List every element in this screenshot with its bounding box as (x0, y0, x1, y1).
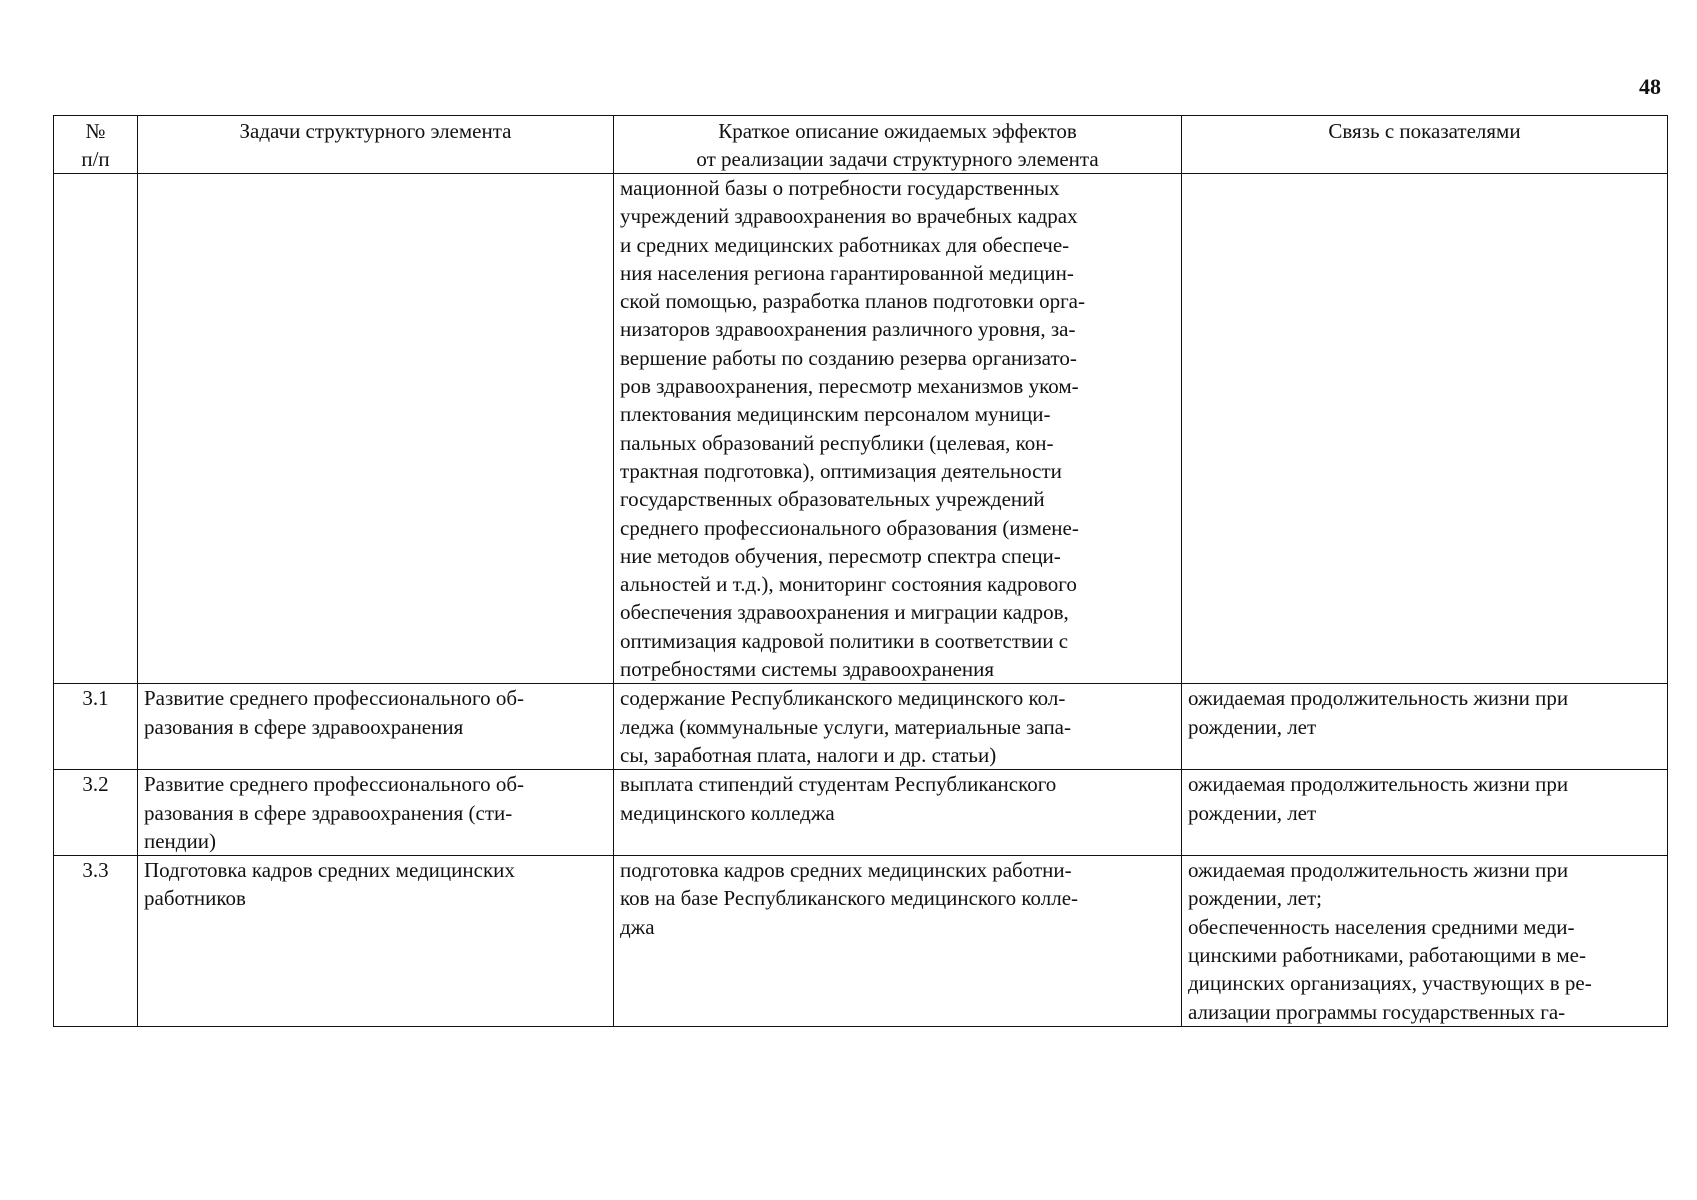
document-table (53, 115, 1668, 1027)
text-line: ров здравоохранения, пересмотр механизмов уком- (620, 374, 1079, 399)
text-line: обеспеченность населения средними меди- (1188, 914, 1575, 939)
text-line: № (85, 119, 106, 143)
text-line: мационной базы о потребности государственных (620, 176, 1060, 200)
text-line: подготовка кадров средних медицинских работни- (620, 858, 1072, 883)
header-number (54, 116, 138, 174)
text-line: разования в сфере здравоохранения (сти- (144, 800, 513, 825)
text-line: оптимизация кадровой политики в соответствии с (620, 628, 1069, 653)
text-line: вершение работы по созданию резерва организато- (620, 345, 1077, 370)
text-line: ожидаемая продолжительность жизни при (1188, 686, 1569, 711)
row-effects (614, 174, 1182, 684)
text-line: Задачи структурного элемента (239, 119, 512, 143)
text-line: рождении, лет; (1188, 886, 1323, 911)
text-line: ние методов обучения, пересмотр спектра специ- (620, 543, 1061, 568)
text-line: дицинских организациях, участвующих в ре- (1188, 971, 1592, 996)
header-task (138, 116, 614, 174)
header-effects (614, 116, 1182, 174)
row-indicators (1182, 770, 1668, 856)
text-line: Развитие среднего профессионального об- (144, 772, 525, 797)
text-line: ожидаемая продолжительность жизни при (1188, 858, 1569, 883)
row-effects (614, 770, 1182, 856)
text-line: джа (620, 914, 655, 939)
row-indicators (1182, 684, 1668, 770)
row-effects (614, 856, 1182, 1027)
text-line: учреждений здравоохранения во врачебных кадрах (620, 204, 1078, 229)
text-line: обеспечения здравоохранения и миграции кадров, (620, 600, 1069, 625)
text-line: и средних медицинских работниках для обеспече- (620, 232, 1070, 257)
text-line: пендии) (144, 828, 216, 853)
text-line: рождении, лет (1188, 714, 1317, 739)
text-line: ской помощью, разработка планов подготовки орга- (620, 289, 1085, 314)
row-number (54, 856, 138, 1027)
text-line: среднего профессионального образования (измене- (620, 515, 1079, 540)
text-line: 3.2 (82, 772, 109, 797)
text-line: 3.1 (82, 686, 109, 711)
text-line: государственных образовательных учреждений (620, 487, 1045, 512)
row-task (138, 684, 614, 770)
row-number (54, 684, 138, 770)
row-task (138, 856, 614, 1027)
text-line: пальных образований республики (целевая, кон- (620, 430, 1054, 455)
text-line: работников (144, 886, 246, 911)
table-header-row (54, 116, 1668, 174)
table-row (54, 174, 1668, 684)
text-line: потребностями системы здравоохранения (620, 657, 995, 682)
text-line: ожидаемая продолжительность жизни при (1188, 772, 1569, 797)
text-line: ния населения региона гарантированной медицин- (620, 260, 1074, 285)
text-line: Развитие среднего профессионального об- (144, 686, 525, 711)
page-number: 48 (1639, 74, 1661, 99)
text-line: Краткое описание ожидаемых эффектов (718, 119, 1077, 143)
text-line: выплата стипендий студентам Республиканского (620, 772, 1057, 797)
text-line: ков на базе Республиканского медицинского колле- (620, 886, 1079, 911)
text-line: альностей и т.д.), мониторинг состояния кадрового (620, 572, 1077, 597)
text-line: Связь с показателями (1328, 119, 1521, 143)
text-line: рождении, лет (1188, 800, 1317, 825)
row-effects (614, 684, 1182, 770)
text-line: леджа (коммунальные услуги, материальные запа- (620, 714, 1071, 739)
row-number (54, 770, 138, 856)
row-number (54, 174, 138, 684)
text-line: медицинского колледжа (620, 800, 835, 825)
text-line: 3.3 (82, 858, 109, 883)
table-row (54, 684, 1668, 770)
row-task (138, 770, 614, 856)
header-indicators (1182, 116, 1668, 174)
text-line: от реализации задачи структурного элемента (696, 147, 1099, 171)
text-line: содержание Республиканского медицинского кол- (620, 686, 1066, 711)
row-indicators (1182, 174, 1668, 684)
text-line: плектования медицинским персоналом муници- (620, 402, 1051, 427)
table-row (54, 856, 1668, 1027)
table-row (54, 770, 1668, 856)
row-task (138, 174, 614, 684)
text-line: низаторов здравоохранения различного уровня, за- (620, 317, 1076, 342)
row-indicators (1182, 856, 1668, 1027)
text-line: разования в сфере здравоохранения (144, 714, 464, 739)
text-line: трактная подготовка), оптимизация деятельности (620, 458, 1062, 483)
text-line: сы, заработная плата, налоги и др. статьи) (620, 742, 997, 767)
text-line: Подготовка кадров средних медицинских (144, 858, 515, 883)
text-line: ализации программы государственных га- (1188, 999, 1566, 1024)
text-line: п/п (81, 147, 110, 171)
text-line: цинскими работниками, работающими в ме- (1188, 943, 1586, 968)
